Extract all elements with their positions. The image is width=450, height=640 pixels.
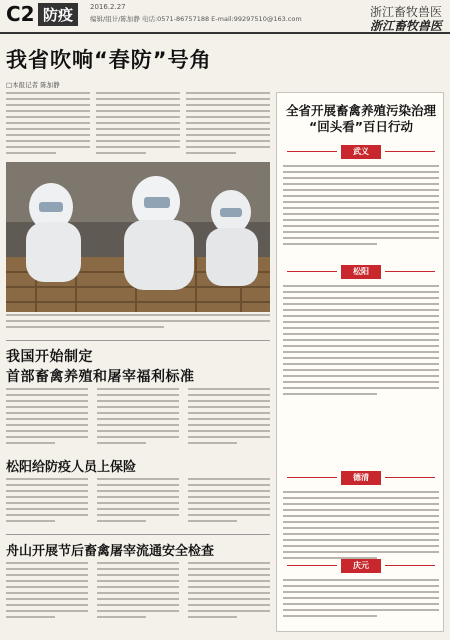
article-title-songyang-insurance: 松阳给防疫人员上保险 xyxy=(6,460,137,475)
main-article-col-1 xyxy=(6,92,90,158)
article-title-welfare-standard xyxy=(6,346,195,386)
section-code: C2 xyxy=(6,2,35,26)
article-title-line-1: 我国开始制定 xyxy=(6,349,93,365)
article-title-zhoushan-inspection: 舟山开展节后畜禽屠宰流通安全检查 xyxy=(6,544,215,559)
main-article-col-3 xyxy=(186,92,270,158)
main-article-col-2 xyxy=(96,92,180,158)
main-headline: 我省吹响“春防”号角 xyxy=(6,48,212,72)
article-3-col-1 xyxy=(6,562,88,622)
article-1-col-3 xyxy=(188,388,270,448)
region-tag-deqing: 德清 xyxy=(341,471,381,485)
article-2-col-2 xyxy=(97,478,179,526)
article-2-col-3 xyxy=(188,478,270,526)
sidebar-box xyxy=(276,92,444,632)
photo-workers-in-protective-suits xyxy=(6,162,270,312)
region-tag-qingyuan: 庆元 xyxy=(341,559,381,573)
sidebar-section-songyang xyxy=(283,285,439,399)
article-2-col-1 xyxy=(6,478,88,526)
article-3-col-2 xyxy=(97,562,179,622)
main-byline: □本报记者 陈加静 xyxy=(6,81,60,89)
article-photo xyxy=(6,162,270,312)
paper-name: 浙江畜牧兽医 xyxy=(369,5,442,19)
article-3-col-3 xyxy=(188,562,270,622)
editor-contact: 编辑/组计/陈加静 电话:0571-86757188 E-mail:99297510@163.com xyxy=(90,15,302,23)
divider xyxy=(6,340,270,341)
section-name: 防疫 xyxy=(38,3,78,26)
article-title-line-2: 首部畜禽养殖和屠宰福利标准 xyxy=(6,369,195,385)
sidebar-title xyxy=(281,103,441,135)
sidebar-section-deqing xyxy=(283,491,439,563)
sidebar-title-line-1: 全省开展畜禽养殖污染治理 xyxy=(285,103,436,118)
issue-date: 2016.2.27 xyxy=(90,3,126,11)
photo-caption xyxy=(6,314,270,332)
article-1-col-2 xyxy=(97,388,179,448)
region-tag-wuyi: 武义 xyxy=(341,145,381,159)
sidebar-title-line-2: “回头看”百日行动 xyxy=(309,119,413,134)
masthead-logo: 浙江畜牧兽医 xyxy=(369,19,442,33)
page-header xyxy=(0,0,450,34)
article-1-col-1 xyxy=(6,388,88,448)
sidebar-section-qingyuan xyxy=(283,579,439,621)
divider xyxy=(6,534,270,535)
sidebar-section-wuyi xyxy=(283,165,439,249)
region-tag-songyang: 松阳 xyxy=(341,265,381,279)
